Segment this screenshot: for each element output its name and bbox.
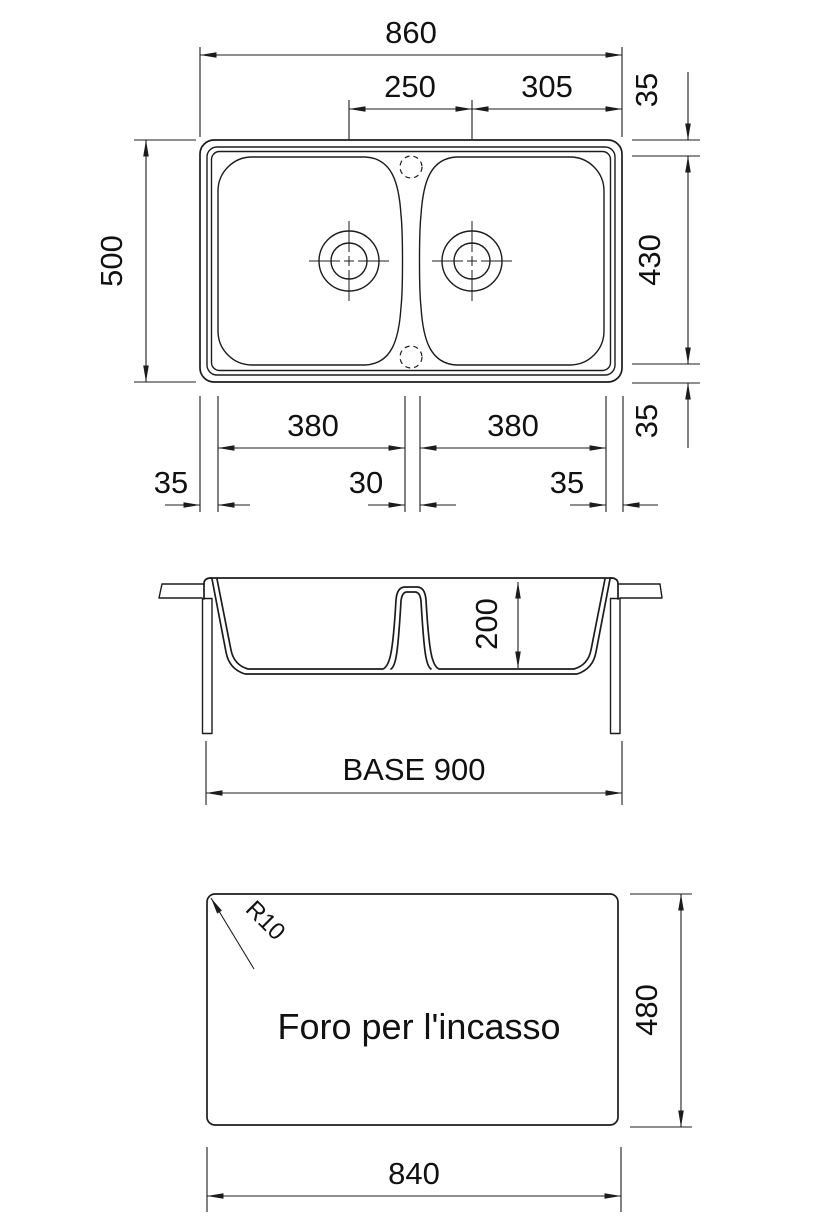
sink-outline: [200, 140, 622, 382]
dim-base-cabinet-label: BASE 900: [342, 752, 486, 787]
dim-corner-radius-label: R10: [240, 895, 291, 946]
dim-drain-positions: [349, 69, 622, 139]
tap-hole-top: [400, 156, 422, 178]
section-view: [159, 578, 662, 805]
dim-rim-bottom-label: 35: [629, 403, 664, 439]
cabinet-side-left: [203, 599, 213, 734]
dim-drain-spacing-label: 250: [384, 69, 436, 104]
dim-cutout-width-label: 840: [388, 1156, 440, 1191]
dim-left-bowl-width-label: 380: [287, 408, 339, 443]
tap-hole-bottom: [400, 346, 422, 368]
cutout-view: [207, 894, 692, 1212]
dim-cutout-depth: [629, 894, 692, 1127]
dim-bottom-rows: [154, 396, 658, 512]
dim-cutout-width: [207, 1147, 621, 1212]
dim-right-column: [629, 72, 700, 448]
left-drain-symbol: [309, 221, 389, 301]
section-profile: [204, 578, 618, 674]
dim-right-bowl-width-label: 380: [487, 408, 539, 443]
dim-rim-top-label: 35: [629, 72, 664, 108]
dim-bowl-depth-label: 200: [469, 598, 504, 650]
dim-cutout-depth-label: 480: [629, 984, 664, 1036]
dim-drain-to-edge-label: 305: [521, 69, 573, 104]
cutout-label: Foro per l'incasso: [277, 1006, 561, 1047]
cabinet-side-right: [611, 599, 621, 734]
dim-overall-width-label: 860: [385, 15, 437, 50]
dim-divider-width-label: 30: [348, 465, 384, 500]
dim-base-cabinet: [206, 741, 622, 805]
dim-rim-left-label: 35: [153, 465, 189, 500]
countertop-right: [618, 584, 662, 598]
dim-corner-radius: [211, 896, 290, 969]
dim-bowl-depth: [469, 582, 518, 668]
dim-overall-depth-label: 500: [94, 235, 129, 287]
dim-overall-depth: [94, 140, 196, 382]
dim-bowls-depth-label: 430: [632, 234, 667, 286]
right-drain-symbol: [432, 221, 512, 301]
dim-rim-right-label: 35: [549, 465, 585, 500]
top-view: [94, 15, 700, 512]
countertop-left: [159, 584, 204, 598]
